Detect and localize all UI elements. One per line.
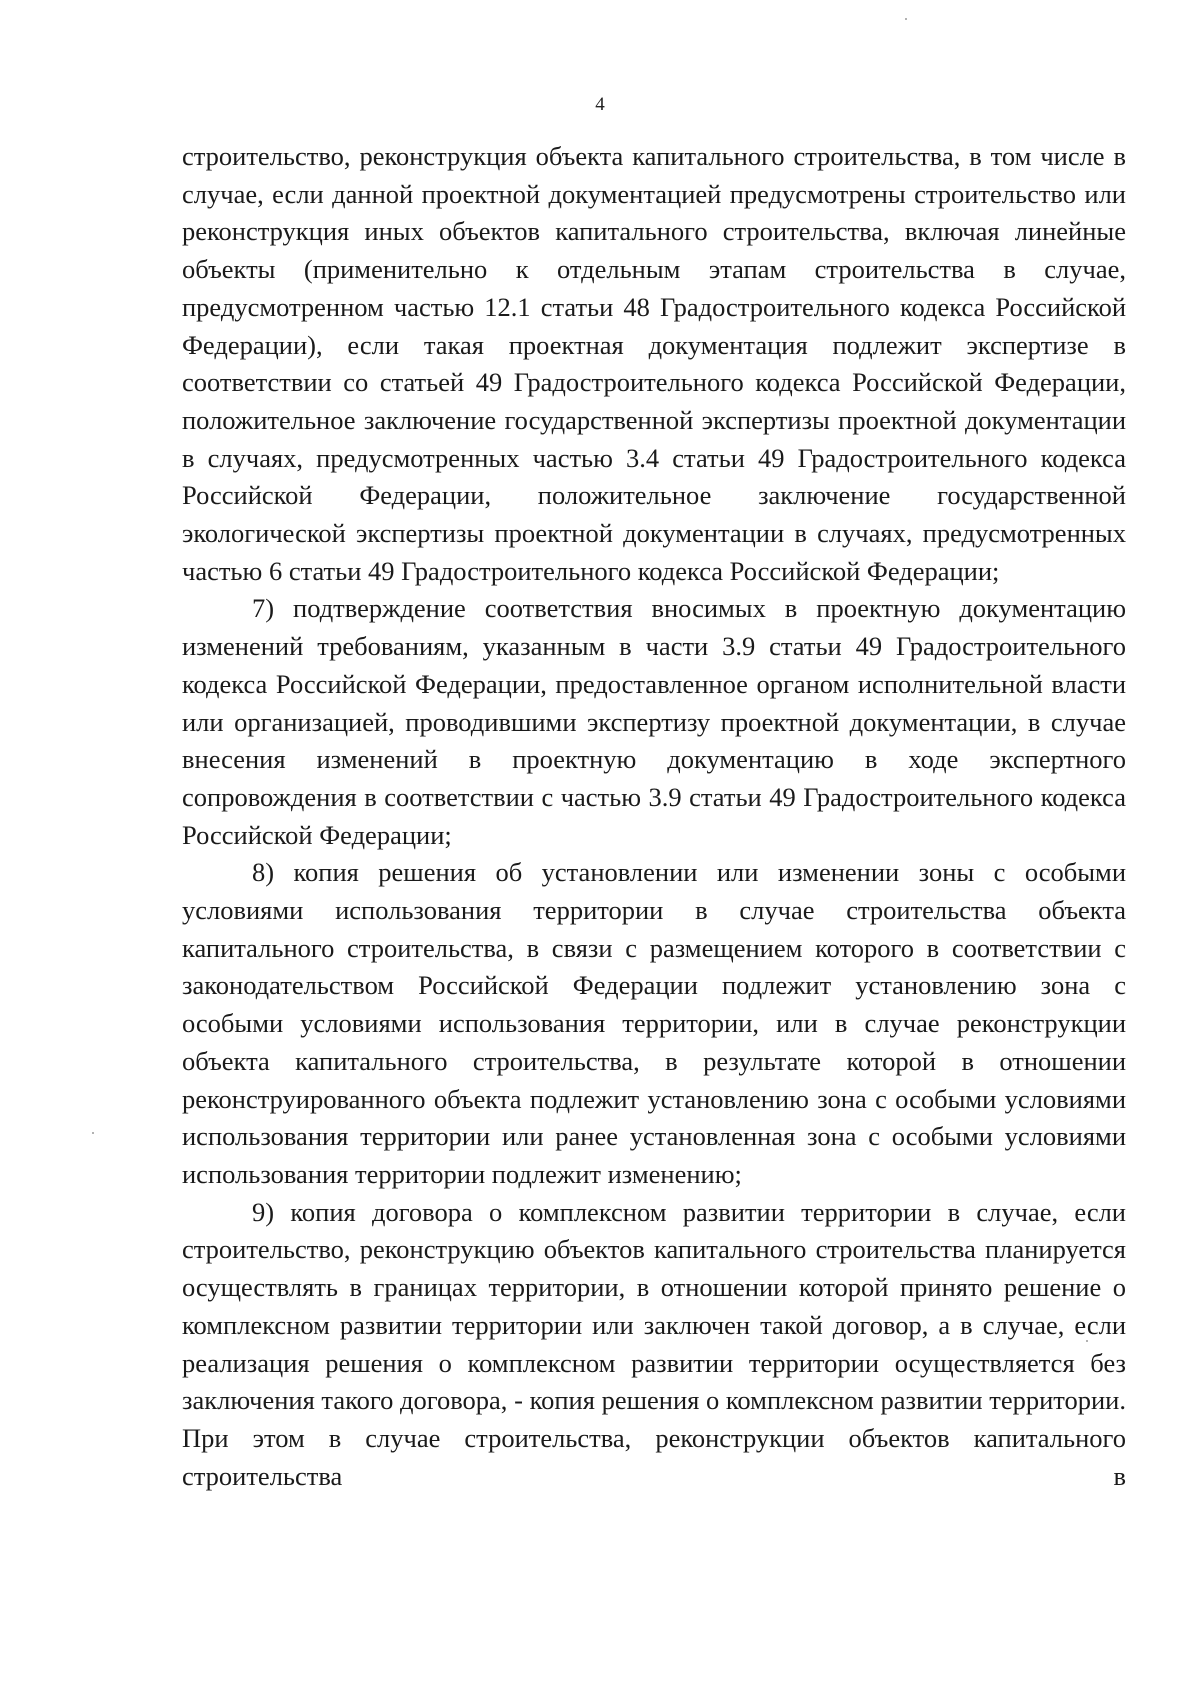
paragraph-continuation: строительство, реконструкция объекта капитального строительства, в том числе в случае, если данной проектной документацией предусмотрены строительство или реконструкция иных объектов капитального строительства, включая линейные объекты (применительно к отдельным этапам строительства в случае, предусмотренном частью 12.1 статьи 48 Градостроительного кодекса Российской Федерации), если такая проектная документация подлежит экспертизе в соответствии со статьей 49 Градостроительного кодекса Российской Федерации, положительное заключение государственной экспертизы проектной документации в случаях, предусмотренных частью 3.4 статьи 49 Градостроительного кодекса Российской Федерации, положительное заключение государственной экологической экспертизы проектной документации в случаях, предусмотренных частью 6 статьи 49 Градостроительного кодекса Российской Федерации; <box>182 141 1126 586</box>
scan-speck <box>92 1132 94 1134</box>
scan-speck <box>905 18 907 20</box>
paragraph-item-8: 8) копия решения об установлении или изменении зоны с особыми условиями использования территории в случае строительства объекта капитального строительства, в связи с размещением которого в соответствии с законодательством Российской Федерации подлежит установлению зона с особыми условиями использования территории, или в случае реконструкции объекта капитального строительства, в результате которой в отношении реконструированного объекта подлежит установлению зона с особыми условиями использования территории или ранее установленная зона с особыми условиями использования территории подлежит изменению; <box>182 857 1126 1189</box>
page-number: 4 <box>595 94 605 115</box>
document-body <box>182 138 1126 1495</box>
scan-speck <box>1086 1340 1088 1342</box>
paragraph-item-7: 7) подтверждение соответствия вносимых в проектную документацию изменений требованиям, указанным в части 3.9 статьи 49 Градостроительного кодекса Российской Федерации, предоставленное органом исполнительной власти или организацией, проводившими экспертизу проектной документации, в случае внесения изменений в проектную документацию в ходе экспертного сопровождения в соответствии с частью 3.9 статьи 49 Градостроительного кодекса Российской Федерации; <box>182 593 1126 850</box>
paragraph-item-9: 9) копия договора о комплексном развитии территории в случае, если строительство, реконструкцию объектов капитального строительства планируется осуществлять в границах территории, в отношении которой принято решение о комплексном развитии территории или заключен такой договор, а в случае, если реализация решения о комплексном развитии территории осуществляется без заключения такого договора, - копия решения о комплексном развитии территории. При этом в случае строительства, реконструкции объектов капитального строительства в <box>182 1196 1126 1491</box>
